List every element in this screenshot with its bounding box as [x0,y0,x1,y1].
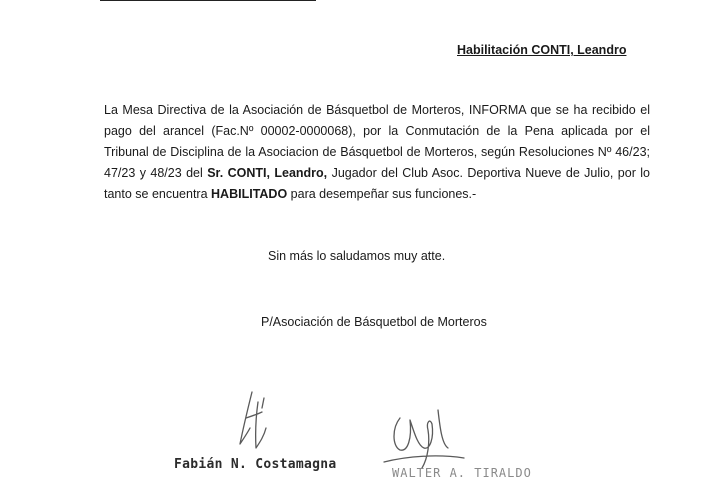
closing-salutation: Sin más lo saludamos muy atte. [268,249,446,263]
text-segment: Tribunal de Disciplina de la Asociacion de Básquetbol de Morteros, según Resoluciones Nº 46/23; [104,145,650,159]
signature-1-handwriting [222,388,282,458]
text-segment: para desempeñar sus funciones.- [287,187,477,201]
text-segment: tanto se encuentra [104,187,212,201]
text-segment: Jugador del Club Asoc. Deportiva Nueve de Julio, por lo [327,166,651,180]
paragraph-line [104,142,650,163]
signatory-1-stamp: Fabián N. Costamagna [174,457,337,472]
paragraph-line [104,100,650,121]
text-segment: pago del arancel (Fac.Nº 00002-0000068), por la Conmutación de la Pena aplicada por el [104,124,650,138]
paragraph-line [104,163,650,184]
text-segment: 47/23 y 48/23 del [104,166,208,180]
text-segment: La Mesa Directiva de la Asociación de Básquetbol de Morteros, INFORMA que se ha recibido el [104,103,650,117]
paragraph-line [104,121,650,142]
signature-2-handwriting [378,398,468,475]
bold-text: Sr. CONTI, Leandro, [207,166,328,180]
previous-heading-cropped [100,0,318,3]
bold-text: HABILITADO [211,187,288,201]
body-paragraph [104,100,650,205]
signatory-2-stamp: WALTER A. TIRALDO [392,466,532,480]
cropped-underline [100,0,316,1]
document-title: Habilitación CONTI, Leandro [457,43,627,57]
paragraph-line [104,184,650,205]
signature-organization: P/Asociación de Básquetbol de Morteros [261,315,487,329]
